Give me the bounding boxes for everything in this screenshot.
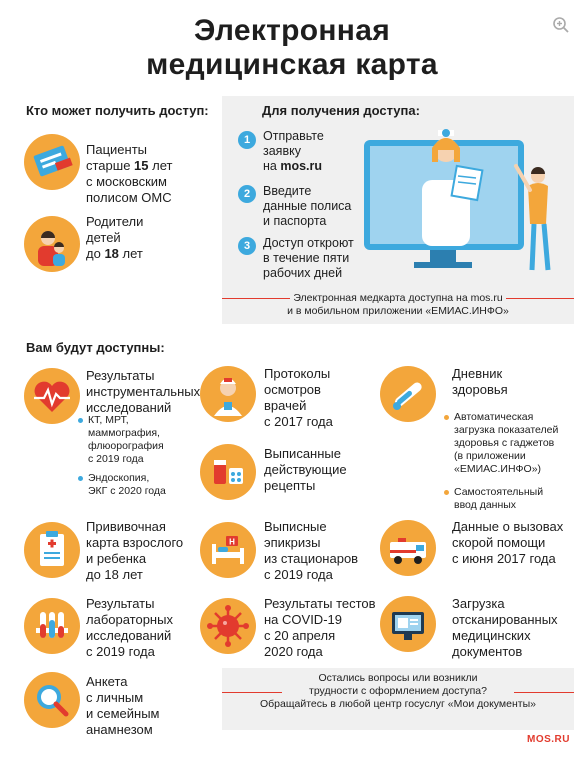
medical-card-icon bbox=[24, 134, 80, 190]
virus-icon bbox=[200, 598, 256, 654]
step-2-number: 2 bbox=[238, 185, 256, 203]
step-3-text: Доступ откроют в течение пяти рабочих дней bbox=[263, 236, 354, 280]
svg-text:H: H bbox=[229, 537, 235, 547]
lab-text: Результаты лабораторных исследований с 2019 года bbox=[86, 596, 173, 659]
zoom-in-icon[interactable] bbox=[552, 16, 570, 34]
thermometer-icon bbox=[380, 366, 436, 422]
scanned-text: Загрузка отсканированных медицинских документов bbox=[452, 596, 558, 659]
heart-monitor-icon bbox=[24, 368, 80, 424]
title-line-1: Электронная bbox=[193, 14, 391, 47]
anamnesis-text: Анкета с личным и семейным анамнезом bbox=[86, 674, 160, 737]
step-1-number: 1 bbox=[238, 131, 256, 149]
clipboard-icon bbox=[24, 522, 80, 578]
brand-logo[interactable]: MOS.RU bbox=[527, 734, 570, 745]
bullet-dot bbox=[444, 490, 449, 495]
instrumental-text: Результаты инструментальных исследований bbox=[86, 368, 201, 415]
diary-note-1: Автоматическая загрузка показателей здоровья с гаджетов (в приложении «ЕМИАС.ИНФО») bbox=[444, 411, 558, 476]
who-heading: Кто может получить доступ: bbox=[26, 103, 209, 118]
step-1-text: Отправьте заявку на mos.ru bbox=[263, 129, 324, 173]
ambulance-text: Данные о вызовах скорой помощи с июня 2017 года bbox=[452, 519, 564, 566]
instrumental-note-2: Эндоскопия, ЭКГ с 2020 года bbox=[78, 472, 166, 498]
hospital-bed-icon bbox=[200, 522, 256, 578]
available-heading: Вам будут доступны: bbox=[26, 340, 165, 355]
bullet-dot bbox=[444, 415, 449, 420]
instrumental-note-1: КТ, МРТ, маммография, флюорография с 2019 года bbox=[78, 414, 164, 466]
vaccination-text: Прививочная карта взрослого и ребенка до 18 лет bbox=[86, 519, 184, 582]
recipes-text: Выписанные действующие рецепты bbox=[264, 446, 347, 493]
epicrises-text: Выписные эпикризы из стационаров с 2019 года bbox=[264, 519, 359, 582]
ambulance-icon bbox=[380, 520, 436, 576]
parents-text: Родители детей до 18 лет bbox=[86, 214, 144, 261]
diary-text: Дневник здоровья bbox=[452, 366, 508, 397]
divider-left bbox=[222, 298, 290, 299]
doctor-icon bbox=[200, 366, 256, 422]
help-text: Остались вопросы или возникли трудности с оформлением доступа? Обращайтесь в любой центр госуслуг «Мои документы» bbox=[260, 672, 536, 710]
diary-note-2: Самостоятельный ввод данных bbox=[444, 486, 543, 512]
protocols-text: Протоколы осмотров врачей с 2017 года bbox=[264, 366, 333, 429]
step-2-text: Введите данные полиса и паспорта bbox=[263, 184, 352, 228]
test-tubes-icon bbox=[24, 598, 80, 654]
bullet-dot bbox=[78, 418, 83, 423]
title-line-2: медицинская карта bbox=[146, 48, 438, 81]
covid-text: Результаты тестов на COVID-19 с 20 апреля 2020 года bbox=[264, 596, 376, 659]
availability-note: Электронная медкарта доступна на mos.ru и в мобильном приложении «ЕМИАС.ИНФО» bbox=[287, 292, 509, 317]
parent-child-icon bbox=[24, 216, 80, 272]
page-title bbox=[0, 14, 584, 82]
bullet-dot bbox=[78, 476, 83, 481]
access-heading: Для получения доступа: bbox=[262, 103, 420, 118]
pills-icon bbox=[200, 444, 256, 500]
scanner-icon bbox=[380, 596, 436, 652]
step-3-number: 3 bbox=[238, 237, 256, 255]
divider-right bbox=[506, 298, 574, 299]
patients-text: Пациенты старше 15 лет с московским полисом ОМС bbox=[86, 142, 173, 205]
doctor-monitor-illustration bbox=[354, 110, 564, 285]
magnifier-icon bbox=[24, 672, 80, 728]
